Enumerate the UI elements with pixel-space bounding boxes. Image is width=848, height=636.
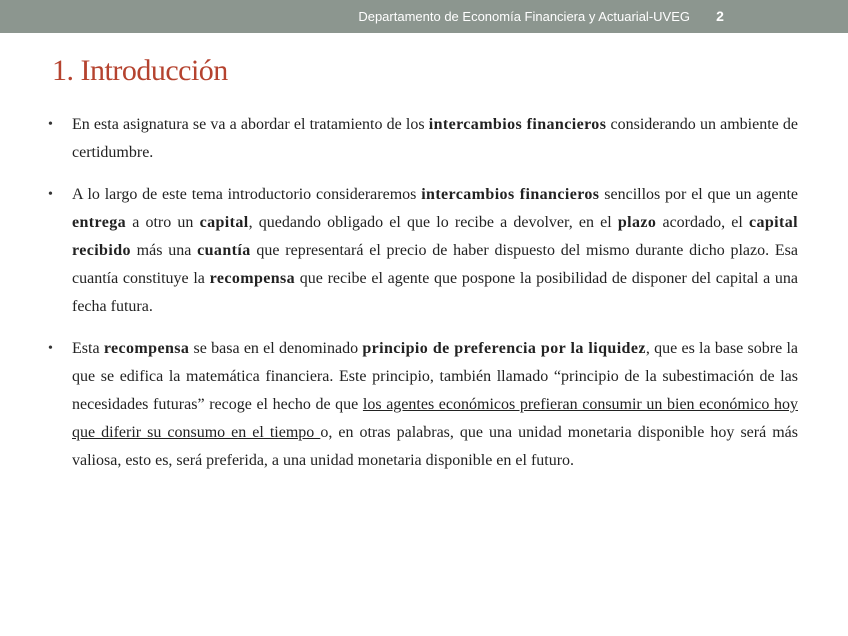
text-segment: se basa en el denominado [189, 340, 363, 357]
bullet-item-2 [48, 181, 798, 321]
text-segment: Esta [72, 340, 104, 357]
text-segment: que recibe el agente que pospone la posibilidad de disponer del capital a una fecha futura. [72, 270, 799, 315]
text-segment: acordado, el [656, 214, 749, 231]
text-segment: A lo largo de este tema introductorio consideraremos [72, 186, 422, 203]
bold-term: recompensa [103, 340, 190, 357]
page-number: 2 [716, 8, 724, 24]
bullet-item-1 [48, 111, 798, 167]
slide-title: 1. Introducción [52, 54, 228, 87]
department-label: Departamento de Economía Financiera y Actuarial-UVEG [358, 9, 690, 24]
bold-term: cuantía [197, 242, 251, 259]
bold-term: entrega [72, 214, 127, 231]
bullet-item-3 [48, 335, 798, 475]
text-segment: sencillos por el que un agente [599, 186, 799, 203]
text-segment: más una [130, 242, 198, 259]
bullet-text [72, 186, 798, 315]
bold-term: capital recibido [72, 214, 799, 259]
bullet-dot-icon: • [48, 341, 53, 356]
text-segment: , que es la base sobre la que se edifica la matemática financiera. Este principio, también llamado “principio de la subestimación de las necesidades futuras” recoge el hecho de que [72, 340, 798, 413]
bullet-text [72, 116, 798, 161]
bullet-dot-icon: • [48, 117, 53, 132]
text-segment: , quedando obligado el que lo recibe a devolver, en el [248, 214, 618, 231]
text-segment: a otro un [126, 214, 200, 231]
bullet-text [72, 340, 798, 469]
text-segment: En esta asignatura se va a abordar el tratamiento de los [72, 116, 429, 133]
bold-term: intercambios financieros [428, 116, 607, 133]
text-segment: considerando un ambiente de certidumbre. [72, 116, 799, 161]
bullet-dot-icon: • [48, 187, 53, 202]
underlined-phrase: los agentes económicos prefieran consumir un bien económico hoy que diferir su consumo en el tiempo [72, 396, 798, 441]
bold-term: principio de preferencia por la liquidez [362, 340, 646, 357]
bold-term: intercambios financieros [421, 186, 600, 203]
bold-term: capital [199, 214, 249, 231]
bullet-list [48, 111, 798, 489]
text-segment: que representará el precio de haber dispuesto del mismo durante dicho plazo. Esa cuantía constituye la [72, 242, 799, 287]
text-segment: o, en otras palabras, que una unidad monetaria disponible hoy será más valiosa, esto es, será preferida, a una unidad monetaria disponible en el futuro. [72, 424, 798, 469]
bold-term: plazo [617, 214, 657, 231]
header-bar [0, 0, 848, 33]
bold-term: recompensa [209, 270, 296, 287]
